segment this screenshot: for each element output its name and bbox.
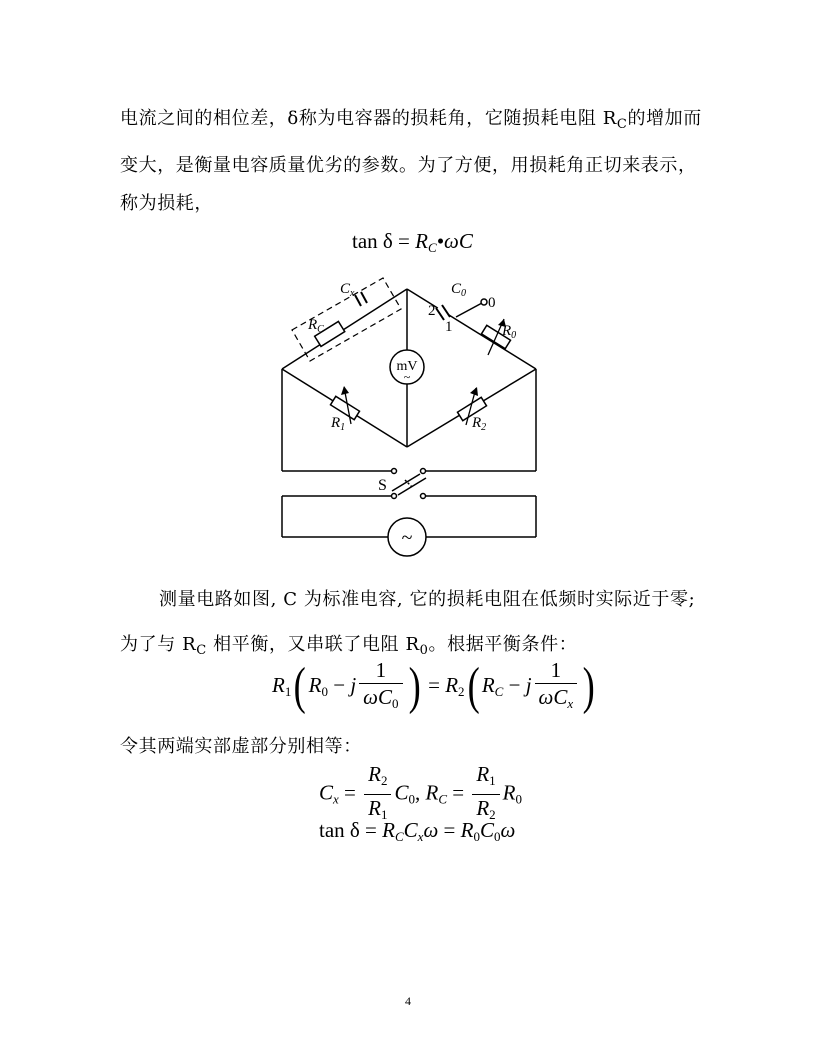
bridge-circuit-diagram [270, 275, 550, 567]
equation-tan-delta-1: $\tan \delta = R_C•\omega C$ [352, 229, 473, 255]
paragraph2-line2: 为了与 $R_C$ 相平衡，又串联了电阻 $R_0$。根据平衡条件： [120, 634, 578, 658]
label-source-tilde: ~ [401, 527, 413, 549]
r0-terminal-wire [456, 303, 482, 317]
label-r2: $R_2$ [472, 415, 487, 433]
label-rc: $R_C$ [308, 317, 324, 335]
label-pos1: 1 [445, 319, 453, 335]
paragraph1-line1: 电流之间的相位差，δ称为电容器的损耗角，它随损耗电阻 $R_C$的增加而 [120, 108, 702, 132]
c0-capacitor [436, 305, 450, 320]
label-s: S [378, 477, 387, 494]
label-pos0: 0 [488, 295, 496, 311]
label-r1: $R_1$ [331, 415, 346, 433]
paragraph3-line1: 令其两端实部虚部分别相等： [120, 736, 362, 757]
switch-s [392, 469, 427, 499]
label-pos2: 2 [428, 303, 436, 319]
wire-top-right [407, 289, 536, 369]
label-mv-tilde: ~ [403, 370, 411, 384]
label-cx: $C_x$ [340, 281, 355, 299]
wire-top-left [282, 289, 407, 369]
label-r0: $R_0$ [502, 323, 517, 341]
label-mv: mV [396, 359, 418, 374]
equation-tan-delta-2: $\tan \delta = R_CC_x\omega = R_0C_0\omega$ [319, 818, 516, 844]
paragraph2-line1: 测量电路如图, C 为标准电容, 它的损耗电阻在低频时实际近于零; [159, 589, 696, 610]
paragraph1-line3: 称为损耗， [120, 193, 213, 214]
equation-cx-rc: $C_x$ = $\frac{R_2}{R_1}$ $C_0$, $R_C$ = $\frac{R_1}{R_2}$ $R_0$ [319, 762, 522, 822]
label-c0: $C_0$ [451, 281, 467, 299]
page-number: 4 [405, 994, 411, 1008]
paragraph1-line2: 变大，是衡量电容质量优劣的参数。为了方便，用损耗角正切来表示， [120, 155, 697, 176]
terminal-0 [481, 299, 487, 305]
equation-balance: $R_1$( $R_0 - j$ $\frac{1}{\omega C_0}$ ) = $R_2$( $R_C - j$ $\frac{1}{\omega C_x}$ ) [272, 658, 595, 715]
